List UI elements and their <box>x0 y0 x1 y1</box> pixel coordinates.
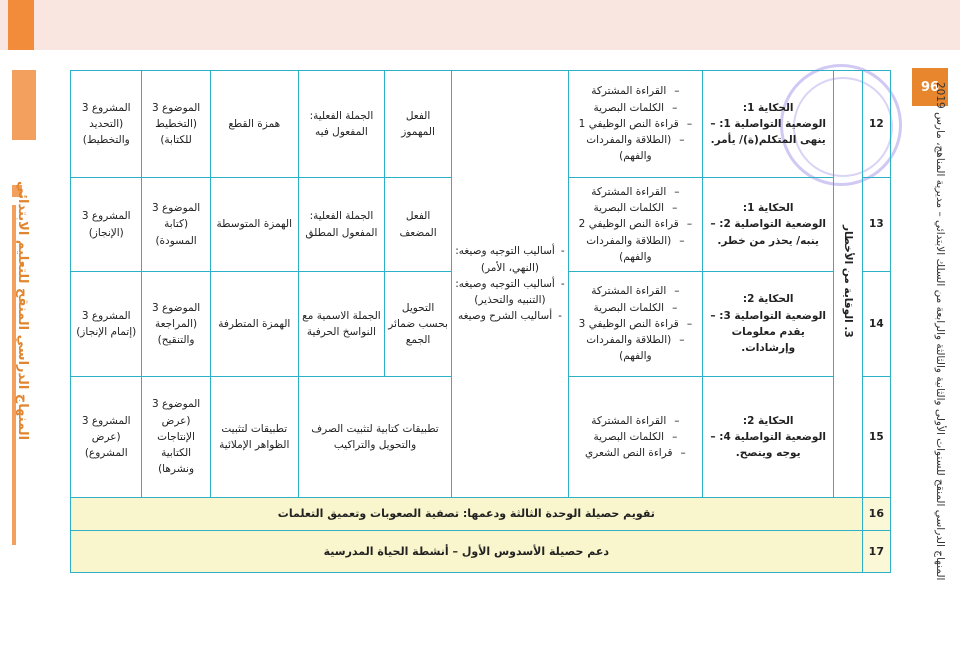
project-cell: المشروع 3 (إتمام الإنجاز) <box>71 272 142 377</box>
conjugation-cell: التحويل بحسب ضمائر الجمع <box>384 272 451 377</box>
list-item: – (الطلاقة والمفردات والفهم) <box>572 332 699 365</box>
session-number: 13 <box>862 178 890 272</box>
list-item: – الكلمات البصرية <box>572 200 699 216</box>
reading-activities <box>568 272 702 377</box>
table-row <box>71 71 891 178</box>
list-item: – قراءة النص الشعري <box>572 445 699 461</box>
reading-activities <box>568 178 702 272</box>
writing-cell: الموضوع 3 (المراجعة والتنقيح) <box>142 272 210 377</box>
domain-cell <box>834 71 862 498</box>
list-item: – القراءة المشتركة <box>572 283 699 299</box>
session-number: 15 <box>862 377 890 498</box>
table-row <box>71 498 891 531</box>
list-item: – (الطلاقة والمفردات والفهم) <box>572 132 699 165</box>
project-cell: المشروع 3 (الإنجاز) <box>71 178 142 272</box>
list-item: – القراءة المشتركة <box>572 184 699 200</box>
syntax-cell: الجملة الفعلية: المفعول فيه <box>298 71 384 178</box>
list-item: – (الطلاقة والمفردات والفهم) <box>572 233 699 266</box>
list-item: - أساليب الشرح وصيغه <box>455 308 565 324</box>
page-number: 96 <box>912 68 948 106</box>
writing-cell: الموضوع 3 (كتابة المسودة) <box>142 178 210 272</box>
curriculum-table <box>70 70 891 573</box>
session-number: 12 <box>862 71 890 178</box>
list-item: – الكلمات البصرية <box>572 429 699 445</box>
communication-situation: الوضعية التواصلية 3: – يقدم معلومات وإرشادات. <box>710 309 827 355</box>
syntax-cell: الجملة الفعلية: المفعول المطلق <box>298 178 384 272</box>
merged-grammar-cell: تطبيقات كتابية لتثبيت الصرف والتحويل والتراكيب <box>298 377 451 498</box>
story-title: الحكاية 2: <box>742 293 794 306</box>
communication-situation: الوضعية التواصلية 4: – يوجه وينصح. <box>710 430 827 460</box>
band-text: دعم حصيلة الأسدوس الأول – أنشطة الحياة المدرسية <box>71 531 863 573</box>
session-number: 14 <box>862 272 890 377</box>
shared-styles-cell <box>452 71 569 498</box>
story-title: الحكاية 1: <box>742 101 794 114</box>
conjugation-cell: الفعل المهموز <box>384 71 451 178</box>
list-item: – قراءة النص الوظيفي 3 <box>572 316 699 332</box>
spelling-cell: الهمزة المتوسطة <box>210 178 298 272</box>
list-item: – الكلمات البصرية <box>572 300 699 316</box>
header-accent-strip <box>8 0 34 50</box>
list-item: – القراءة المشتركة <box>572 83 699 99</box>
project-cell: المشروع 3 (التحديد والتخطيط) <box>71 71 142 178</box>
domain-label: 3. الوقاية من الأخطار <box>842 225 855 338</box>
left-rail-block <box>12 70 36 140</box>
communication-situation: الوضعية التواصلية 2: – ينبه/ يحذر من خطر. <box>710 218 827 247</box>
conjugation-cell: الفعل المضعف <box>384 178 451 272</box>
spelling-cell: همزة القطع <box>210 71 298 178</box>
writing-cell: الموضوع 3 (التخطيط للكتابة) <box>142 71 210 178</box>
reading-activities <box>568 71 702 178</box>
session-number: 16 <box>862 498 890 531</box>
story-cell <box>703 272 834 377</box>
story-cell <box>703 71 834 178</box>
top-header-band <box>0 0 960 50</box>
left-running-title: المنهاج الدراسي المنقح للتعليم الابتدائي <box>15 180 30 440</box>
list-item: - أساليب التوجيه وصيغه: (النهي، الأمر) <box>455 243 565 276</box>
story-title: الحكاية 2: <box>742 414 794 427</box>
story-cell <box>703 178 834 272</box>
communication-situation: الوضعية التواصلية 1: – ينهى المتكلم(ة)/ يأمر. <box>710 117 827 147</box>
list-item: – قراءة النص الوظيفي 2 <box>572 216 699 232</box>
band-text: تقويم حصيلة الوحدة الثالثة ودعمها: تصفية الصعوبات وتعميق التعلمات <box>71 498 863 531</box>
right-running-caption: المنهاج الدراسي المنقح للسنوات الأولى والثانية والثالثة والرابعة من السلك الابتدائي – مديرية المناهج، مارس 2019 <box>934 81 946 580</box>
story-cell <box>703 377 834 498</box>
list-item: – القراءة المشتركة <box>572 413 699 429</box>
spelling-cell: الهمزة المتطرفة <box>210 272 298 377</box>
list-item: – الكلمات البصرية <box>572 100 699 116</box>
list-item: - أساليب التوجيه وصيغه: (التنبيه والتحذير) <box>455 276 565 309</box>
spelling-cell: تطبيقات لتثبيت الظواهر الإملائية <box>210 377 298 498</box>
session-number: 17 <box>862 531 890 573</box>
table-row <box>71 531 891 573</box>
writing-cell: الموضوع 3 (عرض الإنتاجات الكتابية ونشرها) <box>142 377 210 498</box>
list-item: – قراءة النص الوظيفي 1 <box>572 116 699 132</box>
project-cell: المشروع 3 (عرض المشروع) <box>71 377 142 498</box>
story-title: الحكاية 1: <box>742 202 794 215</box>
syntax-cell: الجملة الاسمية مع النواسخ الحرفية <box>298 272 384 377</box>
reading-activities <box>568 377 702 498</box>
